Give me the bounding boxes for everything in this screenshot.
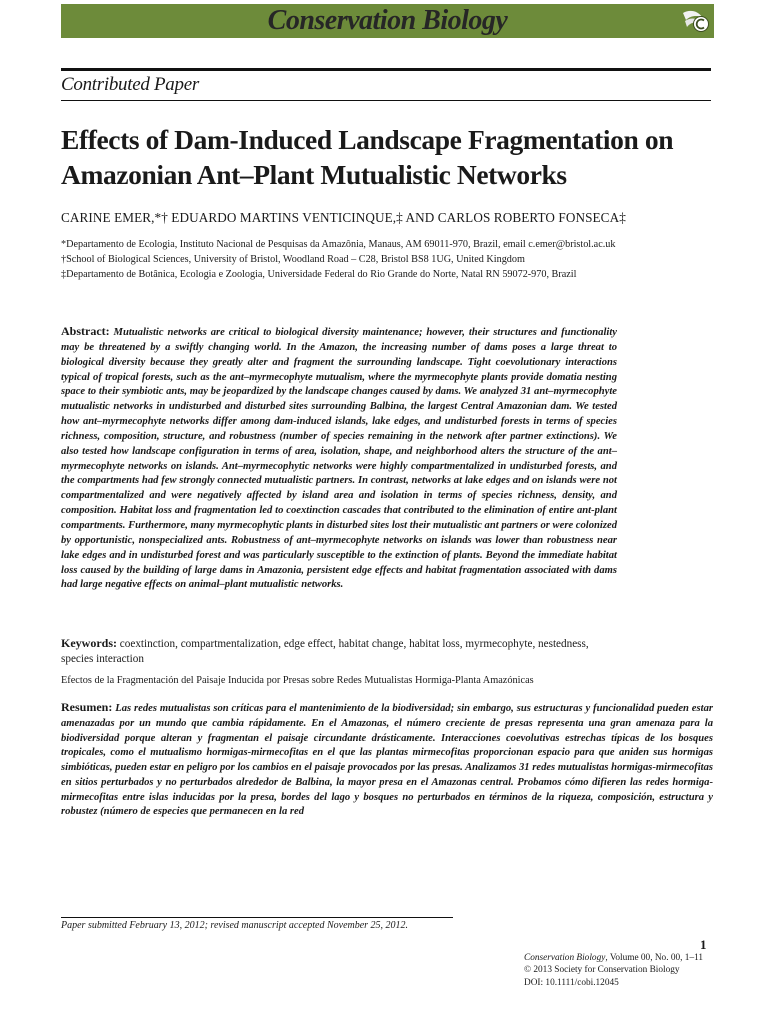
copyright-line: © 2013 Society for Conservation Biology [524,965,680,976]
abstract-label: Abstract: [61,324,110,338]
affiliation-3: ‡Departamento de Botânica, Ecologia e Zoologia, Universidade Federal do Rio Grande do Norte, Natal RN 59072-970, Brazil [61,269,577,280]
keywords-label: Keywords: [61,636,117,650]
resumen-text: Las redes mutualistas son críticas para el mantenimiento de la biodiversidad; sin embargo, sus estructuras y funcionalidad pueden estar amenazadas por un mundo que cambia rápidamente. En el Amazonas, el número creciente de presas representa una gran amenaza para la biodiversidad porque alteran y fragmentan el paisaje circundante drásticamente. Interacciones coevolutivas estrechas típicas de los bosques tropicales, como el mutualismo hormigas-mirmecofitas en el que las plantas mirmecofitas proporcionan espacio para que aniden sus hormigas simbióticas, pueden estar en peligro por los cambios en el paisaje provocados por las presas. Analizamos 31 redes mutualistas hormigas-mirmecofitas en sitios perturbados y no perturbados alrededor de Balbina, la mayor presa en el Amazonas central. Probamos cómo difieren las redes hormiga-mirmecofitas entre islas inducidas por la presa, bordes del lago y bosques no perturbados en términos de la riqueza, composición, estructura y robustez (número de especies que permanecen en la red [61,703,713,818]
doi-link[interactable]: DOI: 10.1111/cobi.12045 [524,977,619,988]
affiliations [61,237,721,282]
journal-line-title: Conservation Biology [524,953,606,963]
society-logo-icon [680,7,710,35]
journal-info [524,952,714,989]
footnote-rule [61,917,453,918]
keywords-text: coextinction, compartmentalization, edge effect, habitat change, habitat loss, myrmecophyte, nestedness, species interaction [61,638,589,665]
journal-volume-line [524,952,714,964]
submission-note: Paper submitted February 13, 2012; revised manuscript accepted November 25, 2012. [61,920,409,931]
resumen [61,700,713,820]
affiliation-2: †School of Biological Sciences, University of Bristol, Woodland Road – C28, Bristol BS8 1UG, United Kingdom [61,254,525,265]
spanish-title: Efectos de la Fragmentación del Paisaje Inducida por Presas sobre Redes Mutualistas Hormiga-Planta Amazónicas [61,675,534,686]
resumen-label: Resumen: [61,700,113,714]
author-list: CARINE EMER,*† EDUARDO MARTINS VENTICINQUE,‡ AND CARLOS ROBERTO FONSECA‡ [61,210,626,225]
abstract [61,324,617,593]
journal-banner [61,4,714,38]
section-label: Contributed Paper [61,74,199,95]
page-number: 1 [700,937,707,952]
keywords [61,636,621,667]
journal-name: Conservation Biology [267,5,508,36]
paper-title: Effects of Dam-Induced Landscape Fragmentation on Amazonian Ant–Plant Mutualistic Networks [61,124,674,190]
journal-line-rest: , Volume 00, No. 00, 1–11 [605,953,704,963]
affiliation-1: *Departamento de Ecologia, Instituto Nacional de Pesquisas da Amazônia, Manaus, AM 69011-970, Brazil, email c.emer@bristol.ac.uk [61,239,616,250]
abstract-text: Mutualistic networks are critical to biological diversity maintenance; however, their structures and functionality may be threatened by a swiftly changing world. In the Amazon, the increasing number of dams poses a large threat to biological diversity because they greatly alter and fragment the surrounding landscape. Tight coevolutionary interactions typical of tropical forests, such as the ant–myrmecophyte mutualism, where the myrmecophyte plants provide domatia nesting space to their symbiotic ants, may be jeopardized by the landscape changes caused by dams. We analyzed 31 ant–myrmecophyte mutualistic networks in undisturbed and disturbed sites surrounding Balbina, the largest Central Amazonian dam. We tested how ant–myrmecophyte networks differ among dam-induced islands, lake edges, and undisturbed forests in terms of species richness, composition, structure, and robustness (number of species remaining in the network after partner extinctions). We also tested how landscape configuration in terms of area, isolation, shape, and neighborhood alters the structure of the ant–myrmecophyte networks on islands. Ant–myrmecophytic networks were highly compartmentalized in undisturbed forests, and the compartments had few strongly connected mutualistic partners. In contrast, networks at lake edges and on islands were not compartmentalized and were negatively affected by island area and isolation in terms of species richness, density, and composition. Habitat loss and fragmentation led to coextinction cascades that contributed to the elimination of entire ant-plant compartments. Furthermore, many myrmecophytic plants in disturbed sites lost their mutualistic ant partners or were colonized by opportunistic, nonspecialized ants. Robustness of ant–myrmecophyte networks on islands was lower than robustness near lake edges and in undisturbed forest and was particularly susceptible to the extinction of plants. Beyond the immediate habitat loss caused by the building of large dams in Amazonia, persistent edge effects and habitat fragmentation associated with dams had large negative effects on animal–plant mutualistic networks. [61,327,617,591]
header-rule [61,68,711,71]
section-rule [61,100,711,101]
